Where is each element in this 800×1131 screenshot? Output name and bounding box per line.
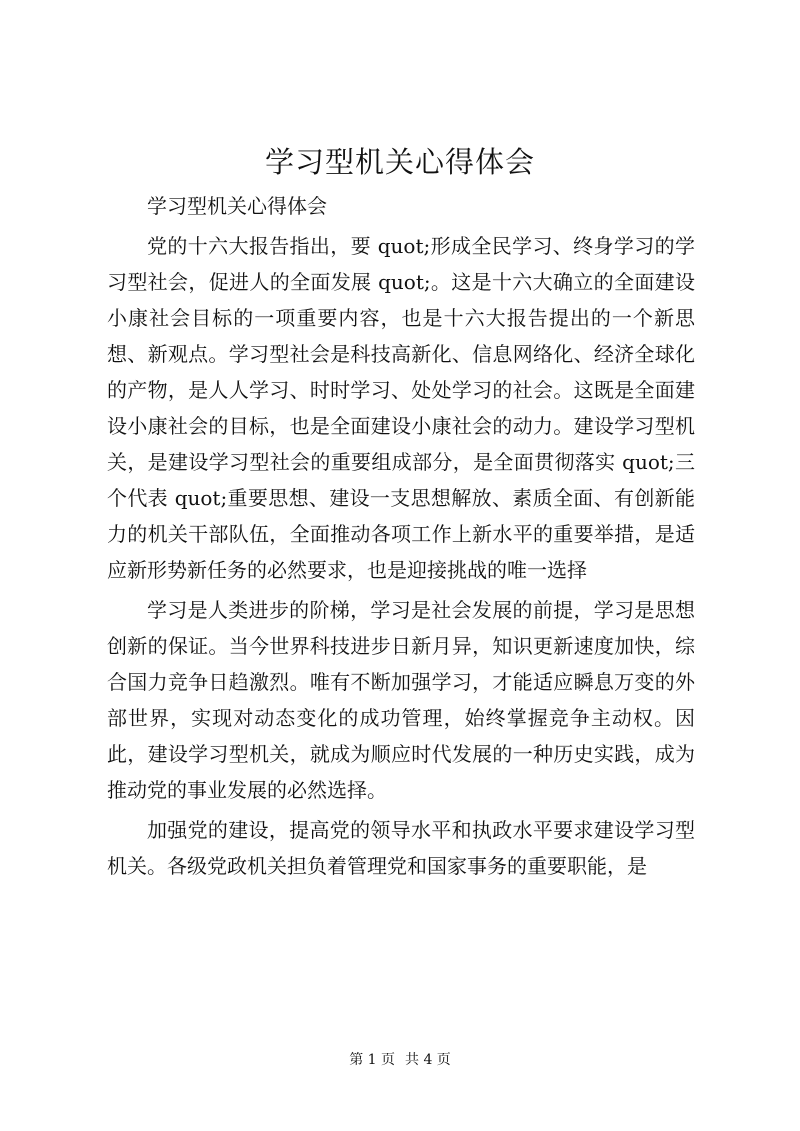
document-body <box>107 188 695 884</box>
paragraph-subtitle: 学习型机关心得体会 <box>147 194 327 218</box>
document-title: 学习型机关心得体会 <box>264 145 535 179</box>
page-total: 共 4 页 <box>405 1052 451 1068</box>
paragraph-3: 加强党的建设，提高党的领导水平和执政水平要求建设学习型机关。各级党政机关担负着管理党和国家事务的重要职能，是 <box>107 818 695 878</box>
paragraph-2: 学习是人类进步的阶梯，学习是社会发展的前提，学习是思想创新的保证。当今世界科技进步日新月异，知识更新速度加快，综合国力竞争日趋激烈。唯有不断加强学习，才能适应瞬息万变的外部世界，实现对动态变化的成功管理，始终掌握竞争主动权。因此，建设学习型机关，就成为顺应时代发展的一种历史实践，成为推动党的事业发展的必然选择。 <box>107 598 695 802</box>
paragraph-1: 党的十六大报告指出，要 quot;形成全民学习、终身学习的学习型社会，促进人的全面发展 quot;。这是十六大确立的全面建设小康社会目标的一项重要内容，也是十六大报告提出的一个新思想、新观点。学习型社会是科技高新化、信息网络化、经济全球化的产物，是人人学习、时时学习、处处学习的社会。这既是全面建设小康社会的目标，也是全面建设小康社会的动力。建设学习型机关，是建设学习型社会的重要组成部分，是全面贯彻落实 quot;三个代表 quot;重要思想、建设一支思想解放、素质全面、有创新能力的机关干部队伍，全面推动各项工作上新水平的重要举措，是适应新形势新任务的必然要求，也是迎接挑战的唯一选择 <box>107 234 695 582</box>
page-number: 第 1 页 <box>349 1052 395 1068</box>
page-footer <box>0 1050 800 1070</box>
